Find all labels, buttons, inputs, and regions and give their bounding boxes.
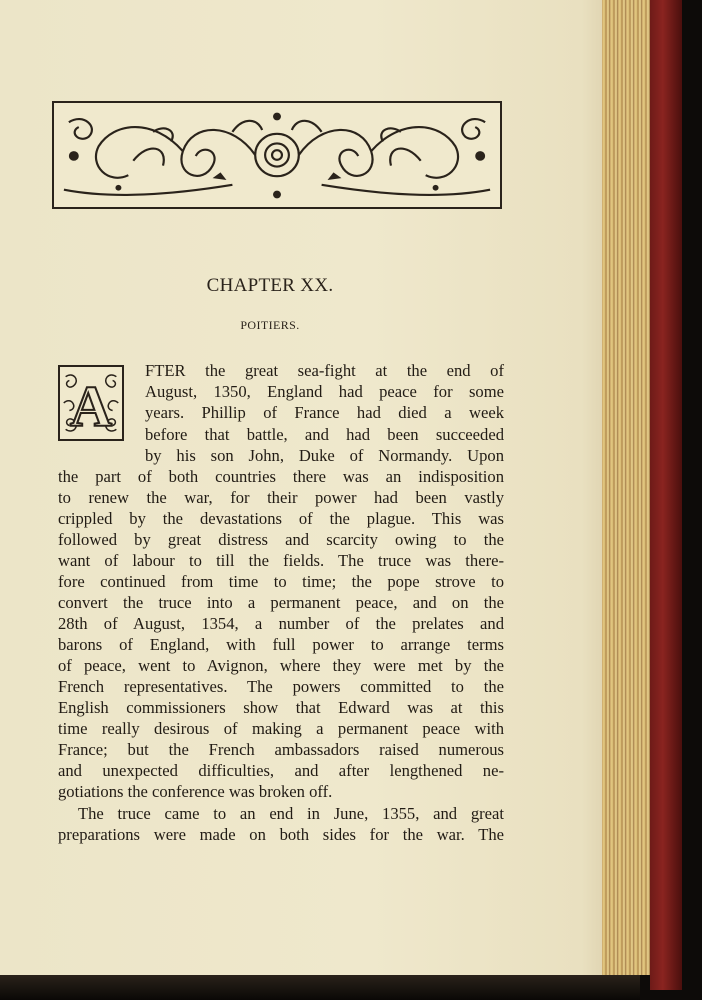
text-line: want of labour to till the fields. The truce was there-: [58, 551, 504, 570]
text-line: crippled by the devastations of the plague. This was: [58, 509, 504, 528]
text-line: English commissioners show that Edward was at this: [58, 698, 504, 717]
text-line: followed by great distress and scarcity owing to the: [58, 530, 504, 549]
section-heading: POITIERS.: [240, 318, 300, 332]
text-line: time really desirous of making a permanent peace with: [58, 719, 504, 738]
text-line: convert the truce into a permanent peace, and on the: [58, 593, 504, 612]
text-line: by his son John, Duke of Normandy. Upon: [145, 446, 504, 465]
text-line: France; but the French ambassadors raised numerous: [58, 740, 504, 759]
text-line: 28th of August, 1354, a number of the prelates and: [58, 614, 504, 633]
text-line: The truce came to an end in June, 1355, and great: [78, 804, 504, 823]
text-line: French representatives. The powers committed to the: [58, 677, 504, 696]
scroll-ornament-icon: [54, 103, 500, 207]
drop-cap-letter: A: [69, 373, 113, 439]
text-line: and unexpected difficulties, and after lengthened ne-: [58, 761, 504, 780]
ornamental-initial-icon: [60, 367, 122, 439]
text-line: August, 1350, England had peace for some: [145, 382, 504, 401]
page-bottom-shadow: [0, 975, 640, 1000]
book-cover-edge: [650, 0, 682, 990]
text-line: of peace, went to Avignon, where they were met by the: [58, 656, 504, 675]
text-line: fore continued from time to time; the pope strove to: [58, 572, 504, 591]
text-line: preparations were made on both sides for the war. The: [58, 825, 504, 844]
decorative-headpiece: [52, 101, 502, 209]
text-line: barons of England, with full power to arrange terms: [58, 635, 504, 654]
text-line: gotiations the conference was broken off.: [58, 782, 333, 801]
text-line: years. Phillip of France had died a week: [145, 403, 504, 422]
text-line: to renew the war, for their power had been vastly: [58, 488, 504, 507]
drop-cap-initial: [58, 365, 124, 441]
text-line: FTER the great sea-fight at the end of: [145, 361, 504, 380]
text-line: the part of both countries there was an indisposition: [58, 467, 504, 486]
chapter-heading: CHAPTER XX.: [206, 275, 334, 296]
text-line: before that battle, and had been succeeded: [145, 425, 504, 444]
